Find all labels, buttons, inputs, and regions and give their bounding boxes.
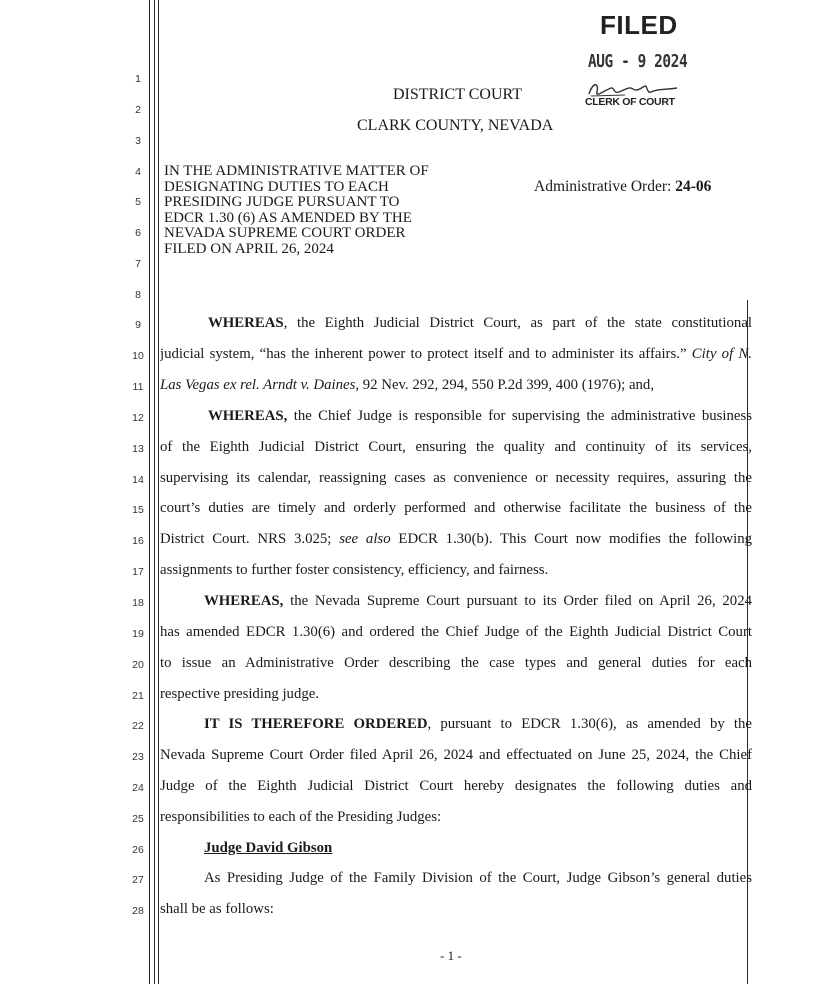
judge-heading: Judge David Gibson bbox=[204, 840, 333, 856]
body-line-16 bbox=[160, 531, 752, 548]
body-line-20: to issue an Administrative Order describing the case types and general duties for each bbox=[160, 655, 752, 671]
line-number: 4 bbox=[135, 166, 141, 178]
body-text: the Chief Judge is responsible for supervising the administrative business bbox=[287, 408, 752, 424]
case-citation: Las Vegas ex rel. Arndt v. Daines bbox=[160, 377, 356, 393]
left-margin-rule-inner bbox=[158, 0, 159, 984]
line-number: 22 bbox=[132, 720, 144, 732]
body-text: , 92 Nev. 292, 294, 550 P.2d 399, 400 (1976); and, bbox=[355, 377, 655, 393]
body-line-28: shall be as follows: bbox=[160, 901, 274, 917]
whereas-keyword: WHEREAS, bbox=[208, 408, 288, 424]
body-line-12 bbox=[208, 408, 752, 425]
line-number: 8 bbox=[135, 289, 141, 301]
body-line-13: of the Eighth Judicial District Court, ensuring the quality and continuity of its services, bbox=[160, 439, 752, 455]
caption-line: DESIGNATING DUTIES TO EACH bbox=[164, 178, 389, 195]
line-number: 5 bbox=[135, 196, 141, 208]
clerk-of-court-label: CLERK OF COURT bbox=[585, 96, 675, 108]
caption-line: EDCR 1.30 (6) AS AMENDED BY THE bbox=[164, 209, 412, 226]
case-caption bbox=[164, 164, 484, 257]
body-line-11 bbox=[160, 377, 752, 394]
body-line-21: respective presiding judge. bbox=[160, 686, 320, 702]
body-text: District Court. NRS 3.025; bbox=[160, 531, 340, 547]
body-line-18 bbox=[204, 593, 752, 610]
line-number: 12 bbox=[132, 412, 144, 424]
caption-line: IN THE ADMINISTRATIVE MATTER OF bbox=[164, 163, 429, 179]
left-margin-rule-outer bbox=[149, 0, 150, 984]
body-line-22 bbox=[204, 716, 752, 733]
case-citation: City of N. bbox=[691, 346, 752, 362]
body-line-10 bbox=[160, 346, 752, 363]
body-text: , pursuant to EDCR 1.30(6), as amended by the bbox=[427, 716, 752, 732]
line-number: 28 bbox=[132, 905, 144, 917]
county-title: CLARK COUNTY, NEVADA bbox=[357, 117, 554, 134]
filed-stamp: FILED bbox=[600, 10, 678, 40]
line-number: 18 bbox=[132, 597, 144, 609]
left-margin-rule-middle bbox=[154, 0, 155, 984]
line-number: 2 bbox=[135, 104, 141, 116]
line-number: 26 bbox=[132, 844, 144, 856]
line-number: 23 bbox=[132, 751, 144, 763]
signal-italic: see also bbox=[339, 531, 391, 547]
body-line-19: has amended EDCR 1.30(6) and ordered the Chief Judge of the Eighth Judicial District Court bbox=[160, 624, 752, 640]
line-number: 7 bbox=[135, 258, 141, 270]
line-number: 19 bbox=[132, 628, 144, 640]
body-line-27: As Presiding Judge of the Family Division of the Court, Judge Gibson’s general duties bbox=[204, 870, 752, 886]
whereas-keyword: WHEREAS, bbox=[204, 593, 284, 609]
body-text: judicial system, “has the inherent power to protect itself and to administer its affairs.” bbox=[160, 346, 692, 362]
body-text: the Nevada Supreme Court pursuant to its Order filed on April 26, 2024 bbox=[283, 593, 752, 609]
caption-line: FILED ON APRIL 26, 2024 bbox=[164, 240, 334, 257]
body-line-9 bbox=[208, 315, 752, 332]
page-number: - 1 - bbox=[440, 948, 462, 963]
line-number: 20 bbox=[132, 659, 144, 671]
body-line-23: Nevada Supreme Court Order filed April 26, 2024 and effectuated on June 25, 2024, the Chief bbox=[160, 747, 752, 763]
body-text: , the Eighth Judicial District Court, as part of the state constitutional bbox=[283, 315, 752, 331]
order-number: 24-06 bbox=[675, 178, 712, 195]
line-number: 13 bbox=[132, 443, 144, 455]
court-title: DISTRICT COURT bbox=[393, 86, 522, 103]
line-number: 1 bbox=[135, 73, 141, 85]
ordered-keyword: IT IS THEREFORE ORDERED bbox=[204, 716, 428, 732]
line-number: 10 bbox=[132, 350, 144, 362]
body-line-14: supervising its calendar, reassigning cases as convenience or necessity requires, assuring the bbox=[160, 470, 752, 486]
body-line-15: court’s duties are timely and orderly performed and otherwise facilitate the business of the bbox=[160, 500, 752, 516]
body-line-17: assignments to further foster consistency, efficiency, and fairness. bbox=[160, 562, 549, 578]
line-number: 21 bbox=[132, 690, 144, 702]
line-number: 17 bbox=[132, 566, 144, 578]
order-label: Administrative Order: bbox=[534, 178, 676, 195]
caption-line: PRESIDING JUDGE PURSUANT TO bbox=[164, 194, 400, 210]
whereas-keyword: WHEREAS bbox=[208, 315, 284, 331]
body-line-24: Judge of the Eighth Judicial District Court hereby designates the following duties and bbox=[160, 778, 752, 794]
line-number: 16 bbox=[132, 535, 144, 547]
administrative-order-number bbox=[534, 178, 711, 196]
body-text: EDCR 1.30(b). This Court now modifies the following bbox=[390, 531, 752, 547]
line-number: 27 bbox=[132, 874, 144, 886]
line-number: 6 bbox=[135, 227, 141, 239]
line-number: 25 bbox=[132, 813, 144, 825]
body-line-25: responsibilities to each of the Presiding Judges: bbox=[160, 809, 442, 825]
line-number: 14 bbox=[132, 474, 144, 486]
line-number: 9 bbox=[135, 319, 141, 331]
line-number: 11 bbox=[132, 381, 144, 393]
line-number: 24 bbox=[132, 782, 144, 794]
body-line-26 bbox=[204, 840, 752, 857]
line-number: 15 bbox=[132, 504, 144, 516]
caption-line: NEVADA SUPREME COURT ORDER bbox=[164, 225, 406, 241]
line-number: 3 bbox=[135, 135, 141, 147]
filed-date: AUG - 9 2024 bbox=[588, 51, 688, 72]
